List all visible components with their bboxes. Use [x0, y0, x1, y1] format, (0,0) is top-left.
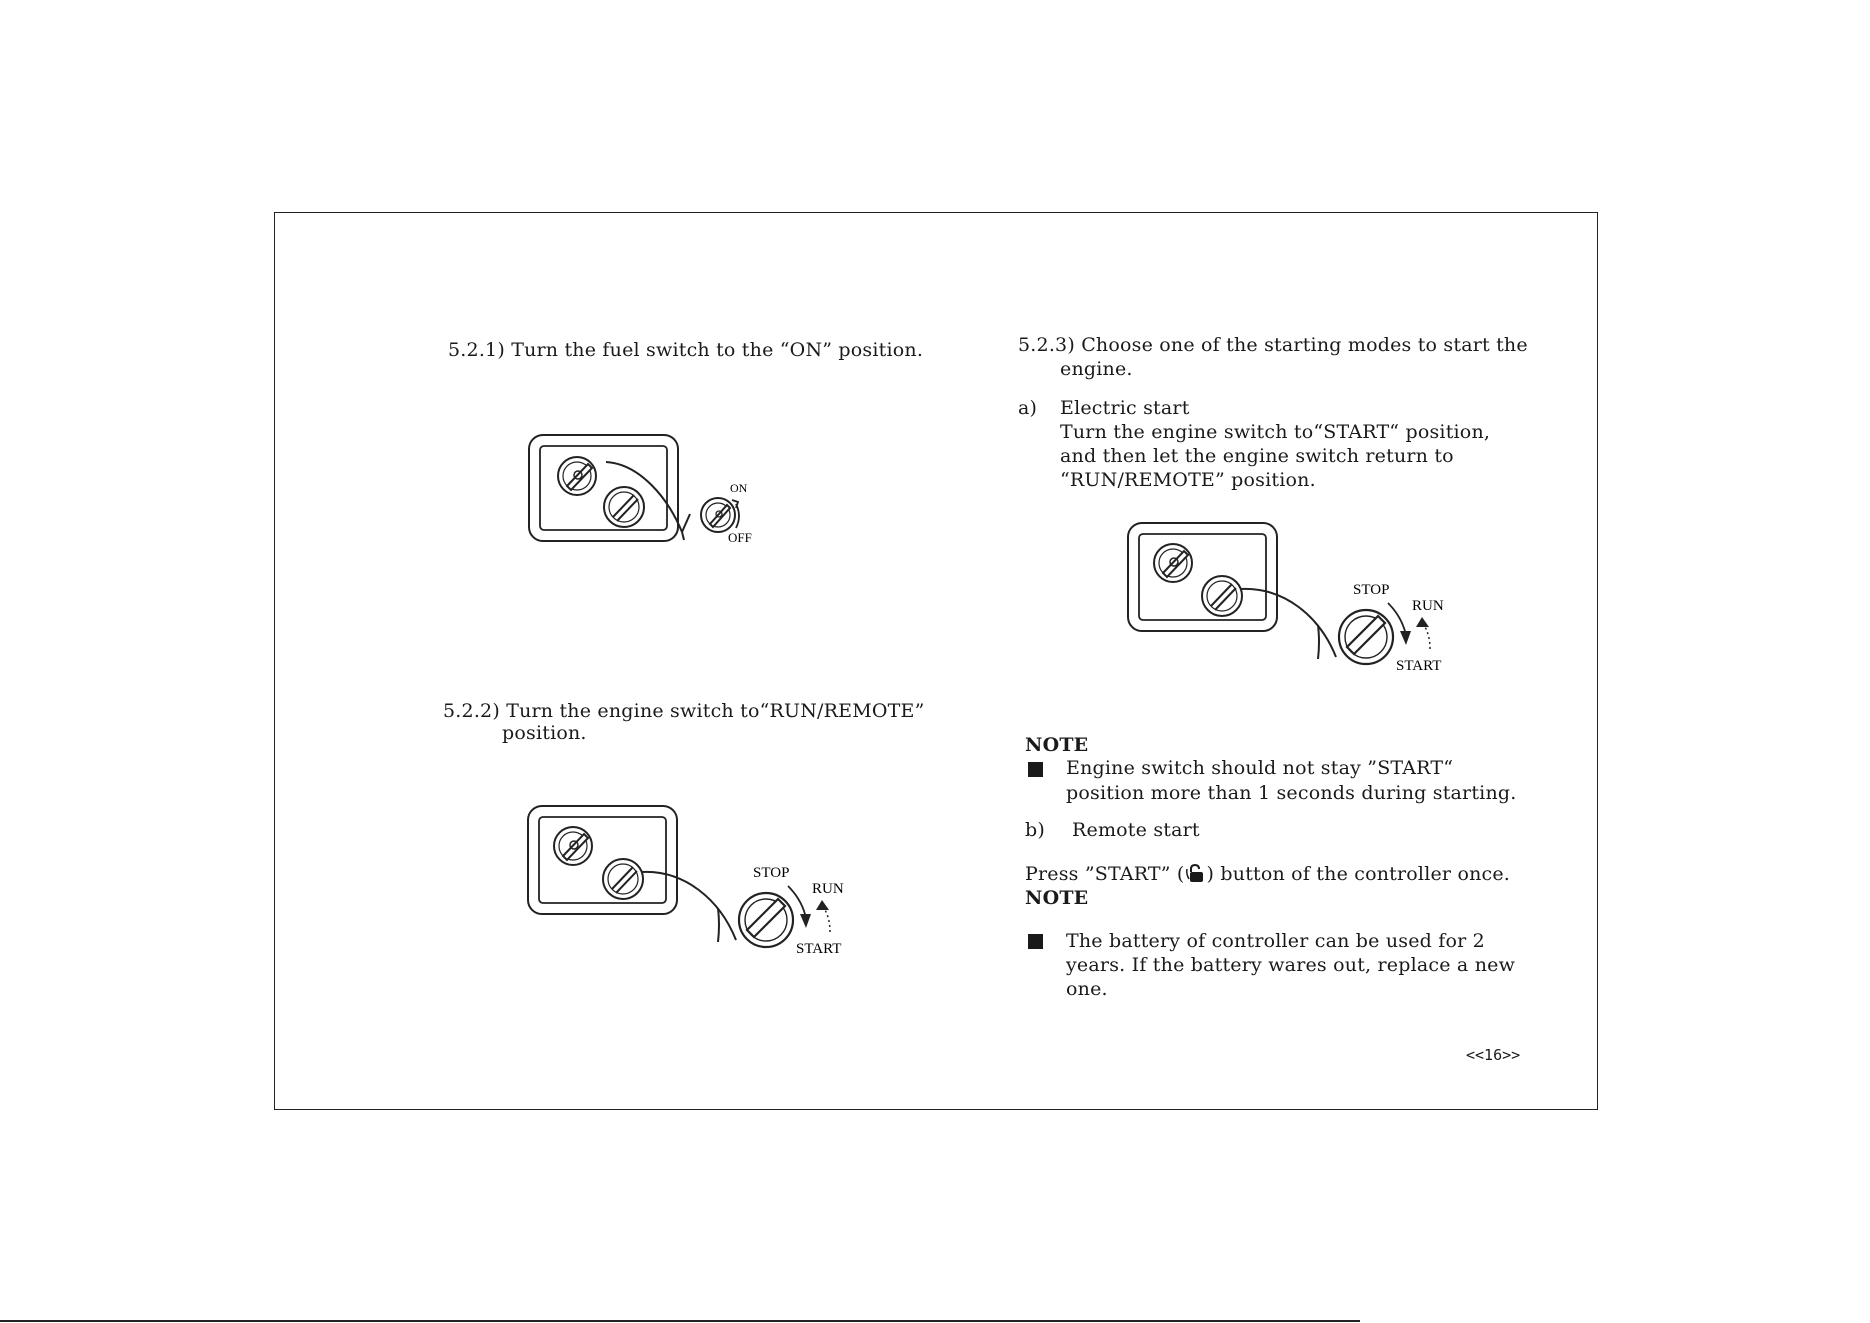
option-a-line1: Turn the engine switch to“START“ position, — [1060, 421, 1491, 443]
option-a-line2: and then let the engine switch return to — [1060, 445, 1454, 467]
note2-line3: one. — [1066, 978, 1108, 1000]
fuel-switch-zoom-knob-icon — [701, 498, 735, 532]
option-b-title: Remote start — [1072, 819, 1200, 841]
bullet-square-icon — [1028, 762, 1043, 777]
fuel-switch-illustration — [520, 428, 780, 548]
press-start-instruction — [1025, 862, 1510, 886]
engine-switch-knob-icon — [604, 487, 644, 527]
stop-label: STOP — [1353, 582, 1390, 598]
engine-switch-knob-icon — [1202, 576, 1242, 616]
fuel-off-label: OFF — [728, 530, 752, 545]
option-a-title: Electric start — [1060, 397, 1190, 419]
option-b-marker: b) — [1025, 819, 1045, 841]
engine-switch-illustration-run — [520, 800, 850, 970]
engine-switch-knob-icon — [603, 859, 643, 899]
engine-switch-illustration-start — [1120, 518, 1450, 688]
note-heading-2: NOTE — [1025, 887, 1089, 909]
step-5-2-3-line1: 5.2.3) Choose one of the starting modes to start the — [1018, 334, 1528, 356]
step-5-2-2-line1: 5.2.2) Turn the engine switch to“RUN/REMOTE” — [443, 700, 925, 722]
step-5-2-2-line2: position. — [502, 722, 587, 744]
engine-switch-zoom-knob-icon — [1339, 610, 1393, 664]
note1-line2: position more than 1 seconds during starting. — [1066, 782, 1517, 804]
note2-line2: years. If the battery wares out, replace a new — [1066, 954, 1516, 976]
fuel-switch-knob-icon — [1154, 544, 1192, 582]
page-number: <<16>> — [1466, 1046, 1521, 1064]
stop-label: STOP — [753, 865, 790, 881]
note-heading-1: NOTE — [1025, 734, 1089, 756]
bottom-rule — [0, 1320, 1360, 1322]
step-5-2-3-line2: engine. — [1060, 358, 1133, 380]
option-a-line3: “RUN/REMOTE” position. — [1060, 469, 1316, 491]
fuel-on-label: ON — [730, 481, 748, 495]
run-label: RUN — [812, 881, 844, 897]
note2-line1: The battery of controller can be used for 2 — [1066, 930, 1485, 952]
run-label: RUN — [1412, 598, 1444, 614]
start-label: START — [1396, 658, 1442, 674]
press-start-after: ) button of the controller once. — [1206, 863, 1511, 885]
unlock-button-icon — [1185, 863, 1207, 883]
bullet-square-icon — [1028, 934, 1043, 949]
fuel-switch-knob-icon — [558, 457, 596, 495]
note1-line1: Engine switch should not stay ”START“ — [1066, 757, 1454, 779]
engine-switch-zoom-knob-icon — [739, 893, 793, 947]
press-start-before: Press ”START” ( — [1025, 863, 1185, 885]
step-5-2-1: 5.2.1) Turn the fuel switch to the “ON” position. — [448, 339, 924, 361]
fuel-switch-knob-icon — [554, 827, 592, 865]
start-label: START — [796, 941, 842, 957]
option-a-marker: a) — [1018, 397, 1038, 419]
